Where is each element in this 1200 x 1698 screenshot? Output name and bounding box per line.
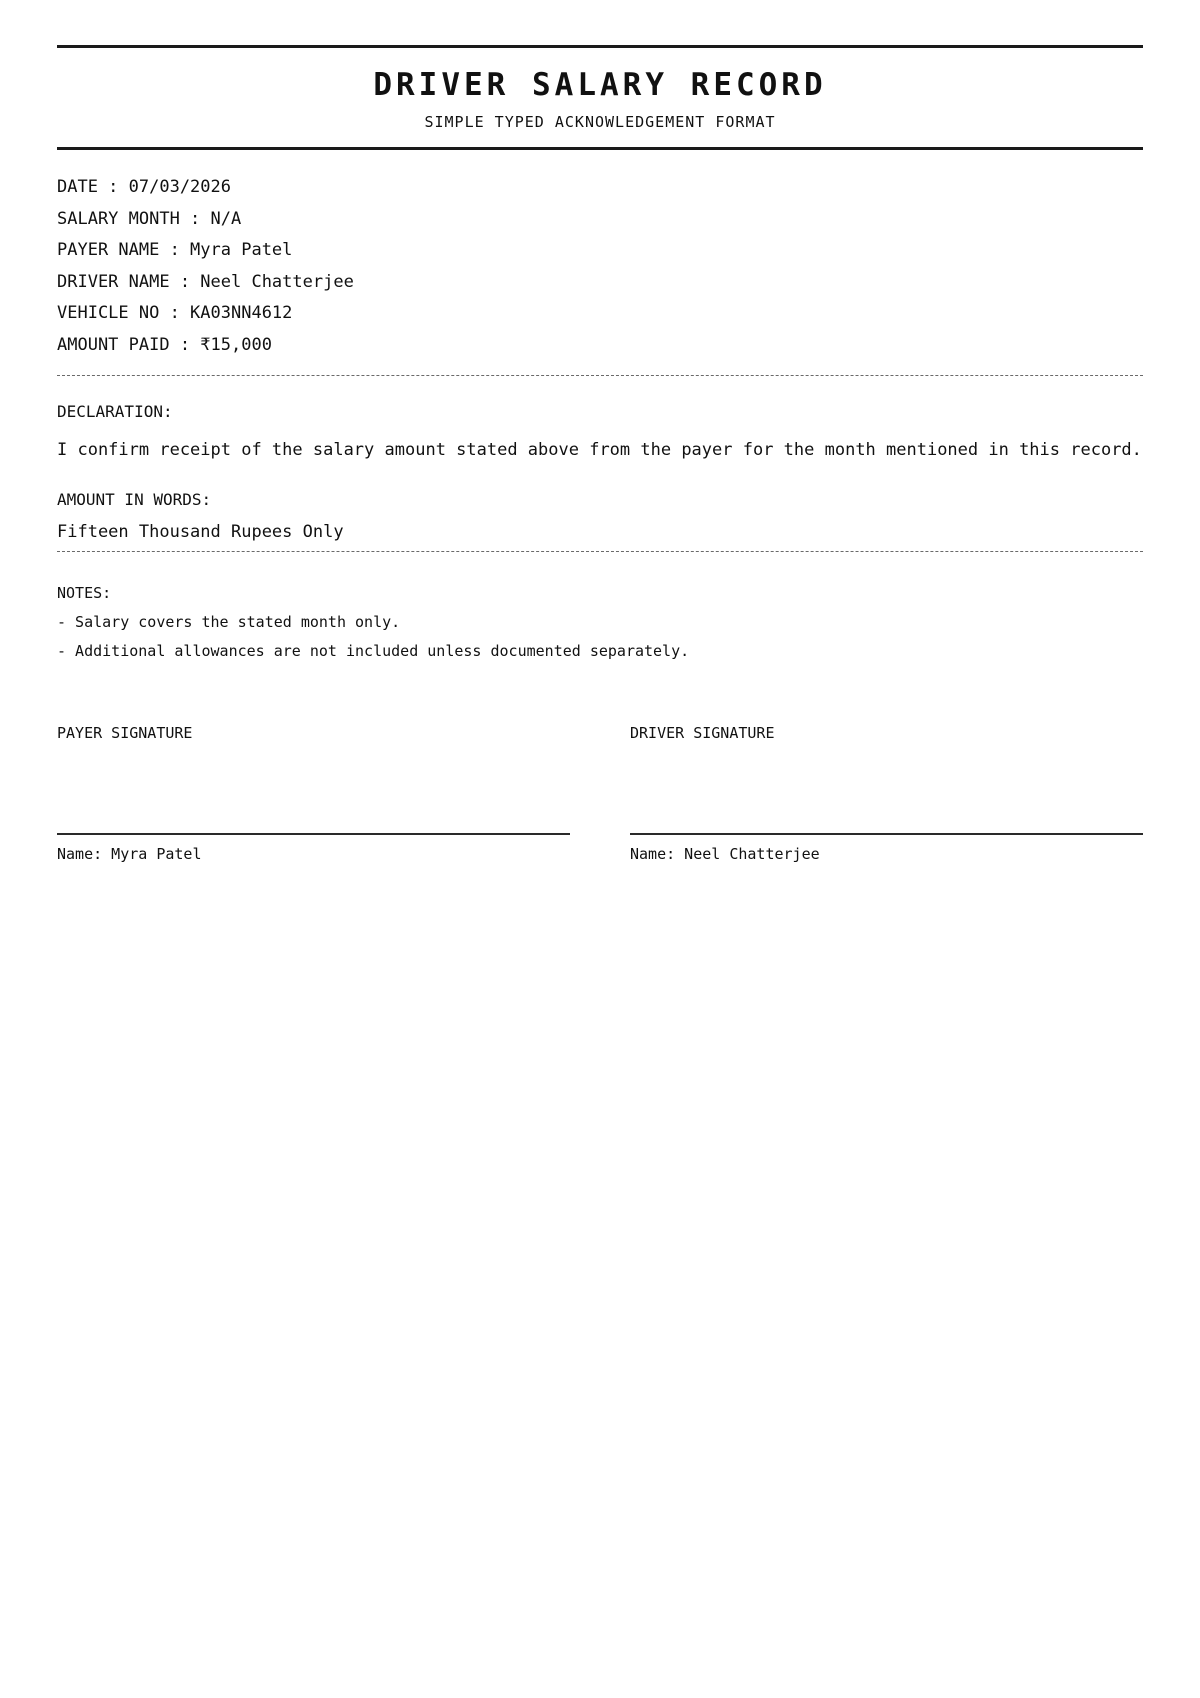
dashed-divider [57,375,1143,376]
record-fields [57,177,1143,355]
note-item: - Salary covers the stated month only. [57,612,401,631]
field-salary-month: SALARY MONTH : N/A [57,208,242,229]
signature-section [57,724,1143,863]
declaration-text: I confirm receipt of the salary amount stated above from the payer for the month mentioned in this record. [57,439,1142,460]
dashed-divider [57,551,1143,552]
driver-signature-name: Name: Neel Chatterjee [630,844,820,863]
header-bottom-rule [57,147,1143,150]
amount-in-words-text: Fifteen Thousand Rupees Only [57,521,344,542]
document-subtitle: SIMPLE TYPED ACKNOWLEDGEMENT FORMAT [424,113,776,131]
payer-signature-line [57,833,570,835]
payer-signature-name: Name: Myra Patel [57,844,202,863]
driver-signature-label: DRIVER SIGNATURE [630,723,775,742]
payer-signature-block [57,724,570,863]
field-payer-name: PAYER NAME : Myra Patel [57,240,293,261]
field-amount-paid: AMOUNT PAID : ₹15,000 [57,334,272,355]
amount-in-words-label: AMOUNT IN WORDS: [57,489,212,509]
document-title: DRIVER SALARY RECORD [373,67,827,103]
driver-signature-line [630,833,1143,835]
note-item: - Additional allowances are not included unless documented separately. [57,641,690,660]
header-top-rule [57,45,1143,48]
payer-signature-label: PAYER SIGNATURE [57,723,193,742]
field-vehicle-no: VEHICLE NO : KA03NN4612 [57,303,293,324]
declaration-label: DECLARATION: [57,401,173,421]
notes-label: NOTES: [57,583,112,602]
driver-signature-block [630,724,1143,863]
field-driver-name: DRIVER NAME : Neel Chatterjee [57,271,354,292]
salary-record-document [57,45,1143,863]
field-date: DATE : 07/03/2026 [57,177,231,197]
